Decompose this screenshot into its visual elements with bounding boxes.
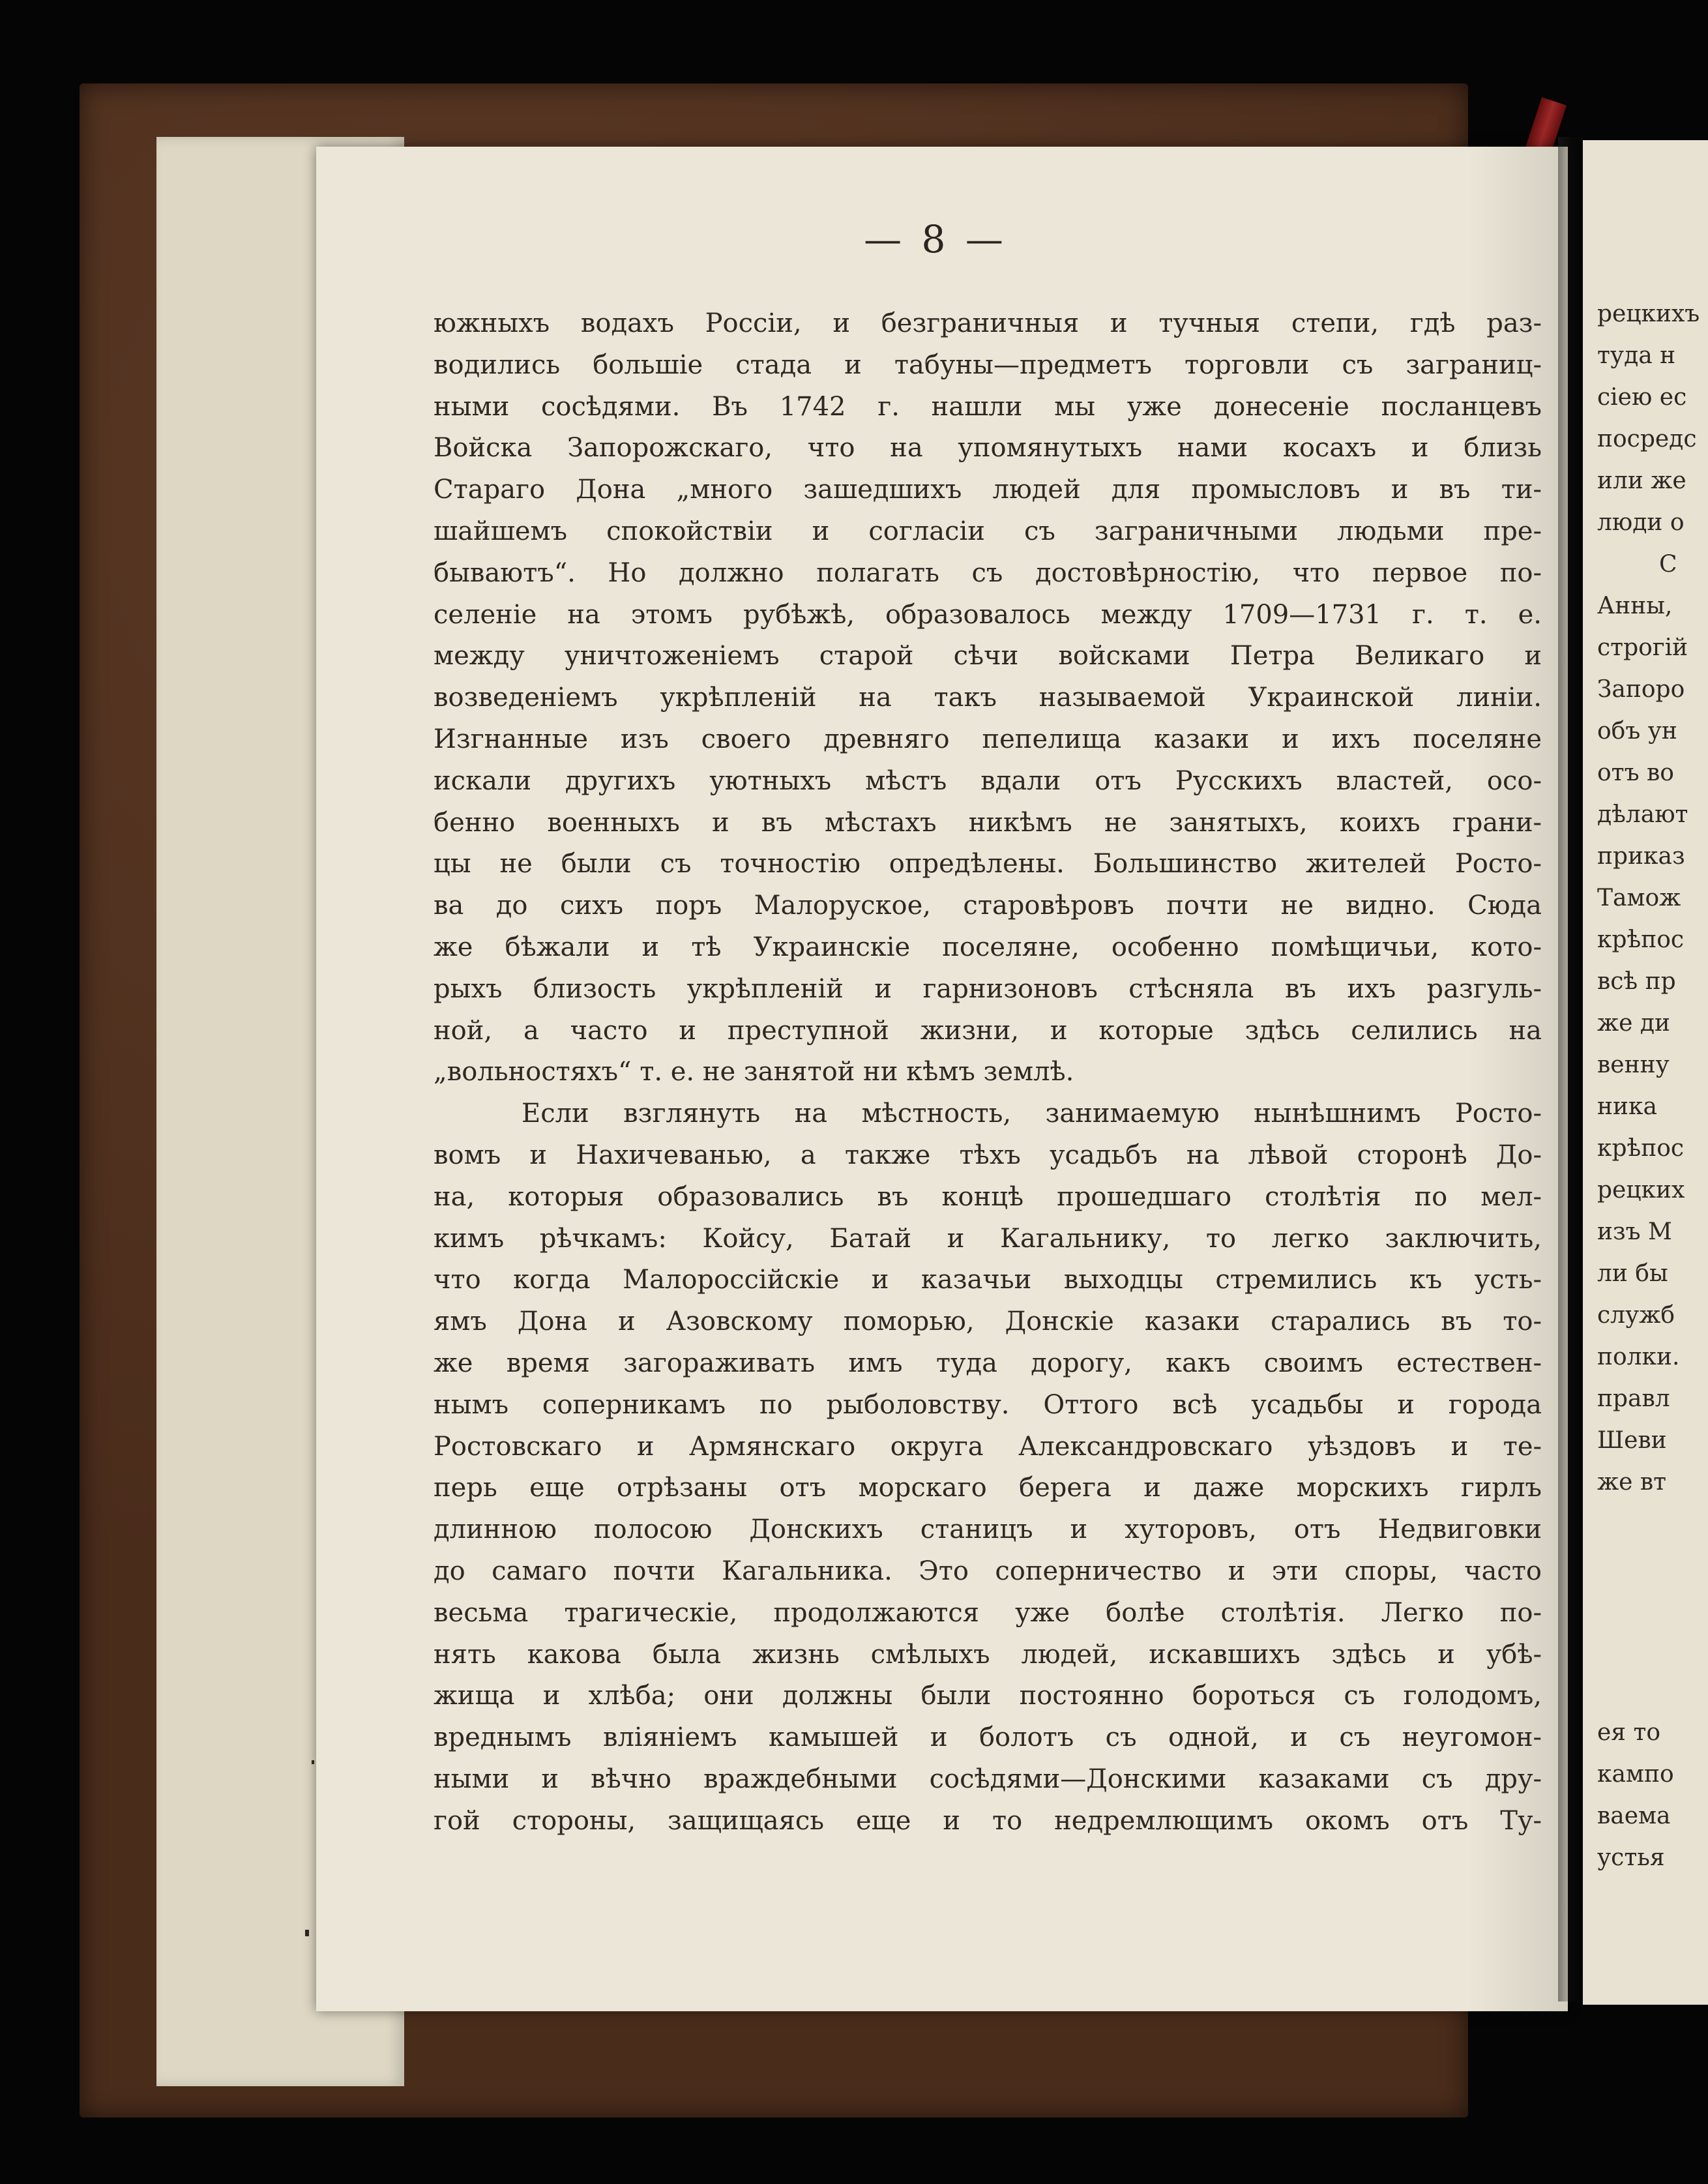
text-line: кимъ рѣчкамъ: Койсу, Батай и Кагальнику, то легко заключить,: [434, 1223, 1542, 1254]
text-line: что когда Малороссійскіе и казачьи выходцы стремились къ усть-: [434, 1265, 1542, 1295]
text-line: Тамож: [1597, 885, 1681, 911]
text-line: селеніе на этомъ рубѣжѣ, образовалось между 1709—1731 г. т. е.: [434, 599, 1542, 630]
right-page-edge: [1583, 140, 1708, 2005]
text-line: [1597, 1670, 1708, 1712]
text-line: длинною полосою Донскихъ станицъ и хуторовъ, отъ Недвиговки: [434, 1514, 1542, 1545]
text-line: же ди: [1597, 1010, 1671, 1037]
text-line: строгій: [1597, 634, 1688, 661]
text-line: ной, а часто и преступной жизни, и которые здѣсь селились на: [434, 1015, 1542, 1046]
text-line: Запоро: [1597, 676, 1685, 703]
text-line: объ ун: [1597, 718, 1677, 745]
text-line: весьма трагическіе, продолжаются уже болѣе столѣтія. Легко по-: [434, 1597, 1542, 1628]
text-line: люди о: [1597, 509, 1685, 536]
text-line: Войска Запорожскаго, что на упомянутыхъ нами косахъ и близь: [434, 433, 1542, 464]
text-line: [1597, 1503, 1708, 1545]
text-line: южныхъ водахъ Россіи, и безграничныя и тучныя степи, гдѣ раз-: [434, 308, 1542, 338]
text-line: ямъ Дона и Азовскому поморью, Донскіе казаки старались въ то-: [434, 1306, 1542, 1337]
text-line: перь еще отрѣзаны отъ морскаго берега и даже морскихъ гирлъ: [434, 1473, 1542, 1503]
text-line: возведеніемъ укрѣпленій на такъ называемой Украинской линіи.: [434, 683, 1542, 713]
text-line: Если взглянуть на мѣстность, занимаемую нынѣшнимъ Росто-: [522, 1099, 1542, 1129]
text-line: кампо: [1597, 1761, 1674, 1788]
text-line: вреднымъ вліяніемъ камышей и болотъ съ одной, и съ неугомон-: [434, 1722, 1542, 1753]
text-line: венну: [1597, 1052, 1670, 1078]
text-line: ника: [1597, 1093, 1657, 1120]
page-number: — 8 —: [864, 217, 1007, 261]
text-line: бываютъ“. Но должно полагать съ достовѣрностію, что первое по-: [434, 557, 1542, 588]
text-line: всѣ пр: [1597, 968, 1676, 995]
text-line: ва до сихъ поръ Малоруское, старовѣровъ почти не видно. Сюда: [434, 891, 1542, 921]
text-line: или же: [1597, 467, 1686, 494]
left-page: [316, 147, 1568, 2011]
text-line: ваема: [1597, 1803, 1671, 1829]
text-line: посредс: [1597, 426, 1697, 452]
text-line: крѣпос: [1597, 926, 1685, 953]
text-line: рыхъ близость укрѣпленій и гарнизоновъ стѣсняла въ ихъ разгуль-: [434, 973, 1542, 1004]
text-line: отъ во: [1597, 760, 1674, 786]
text-line: полки.: [1597, 1344, 1680, 1370]
text-line: же вт: [1597, 1469, 1667, 1496]
text-line: ными и вѣчно враждебными сосѣдями—Донскими казаками съ дру-: [434, 1763, 1542, 1794]
text-line: бенно военныхъ и въ мѣстахъ никѣмъ не занятыхъ, коихъ грани-: [434, 807, 1542, 838]
text-line: искали другихъ уютныхъ мѣстъ вдали отъ Русскихъ властей, осо-: [434, 765, 1542, 796]
text-line: правл: [1597, 1385, 1670, 1412]
text-line: шайшемъ спокойствіи и согласіи съ заграничными людьми пре-: [434, 516, 1542, 546]
text-line: между уничтоженіемъ старой сѣчи войсками Петра Великаго и: [434, 641, 1542, 671]
text-line: ными сосѣдями. Въ 1742 г. нашли мы уже донесеніе посланцевъ: [434, 391, 1542, 422]
text-line: „вольностяхъ“ т. е. не занятой ни кѣмъ землѣ.: [434, 1057, 1074, 1087]
text-line: дѣлают: [1597, 801, 1688, 828]
text-line: же бѣжали и тѣ Украинскіе поселяне, особенно помѣщичьи, кото-: [434, 932, 1542, 962]
ink-speck: [312, 1760, 314, 1764]
text-line: рецких: [1597, 1177, 1685, 1203]
text-line: [1597, 1629, 1708, 1670]
text-line: до самаго почти Кагальника. Это соперничество и эти споры, часто: [434, 1556, 1542, 1586]
text-line: Ростовскаго и Армянскаго округа Александровскаго уѣздовъ и те-: [434, 1431, 1542, 1462]
text-line: ея то: [1597, 1719, 1661, 1746]
text-line: вомъ и Нахичеванью, а также тѣхъ усадьбъ на лѣвой сторонѣ До-: [434, 1140, 1542, 1170]
text-line: туда н: [1597, 342, 1676, 369]
text-line: Шеви: [1597, 1427, 1667, 1454]
page-body: [434, 303, 1542, 1842]
text-line: цы не были съ точностію опредѣлены. Большинство жителей Росто-: [434, 849, 1542, 879]
text-line: С: [1659, 551, 1677, 578]
text-line: изъ М: [1597, 1218, 1672, 1245]
text-line: нымъ соперникамъ по рыболовству. Оттого всѣ усадьбы и города: [434, 1389, 1542, 1420]
text-line: сіею ес: [1597, 384, 1687, 411]
text-line: же время загораживать имъ туда дорогу, какъ своимъ естествен-: [434, 1348, 1542, 1378]
right-page-body: [1597, 293, 1708, 1879]
text-line: Стараго Дона „много зашедшихъ людей для промысловъ и въ ти-: [434, 475, 1542, 505]
text-line: Анны,: [1597, 593, 1673, 619]
text-line: на, которыя образовались въ концѣ прошедшаго столѣтія по мел-: [434, 1181, 1542, 1212]
text-line: Изгнанные изъ своего древняго пепелища казаки и ихъ поселяне: [434, 724, 1542, 754]
text-line: водились большіе стада и табуны—предметъ торговли съ заграниц-: [434, 349, 1542, 380]
text-line: служб: [1597, 1302, 1675, 1329]
text-line: нять какова была жизнь смѣлыхъ людей, искавшихъ здѣсь и убѣ-: [434, 1639, 1542, 1670]
text-line: крѣпос: [1597, 1135, 1685, 1162]
text-line: устья: [1597, 1844, 1665, 1871]
text-line: ли бы: [1597, 1260, 1668, 1287]
text-line: жища и хлѣба; они должны были постоянно бороться съ голодомъ,: [434, 1681, 1542, 1711]
text-line: [1597, 1545, 1708, 1587]
book-gutter: [1558, 137, 1584, 2001]
text-line: гой стороны, защищаясь еще и то недремлющимъ окомъ отъ Ту-: [434, 1805, 1542, 1836]
text-line: рецкихъ: [1597, 301, 1700, 327]
text-line: приказ: [1597, 843, 1685, 870]
text-line: [1597, 1587, 1708, 1629]
ink-speck: [305, 1930, 309, 1936]
